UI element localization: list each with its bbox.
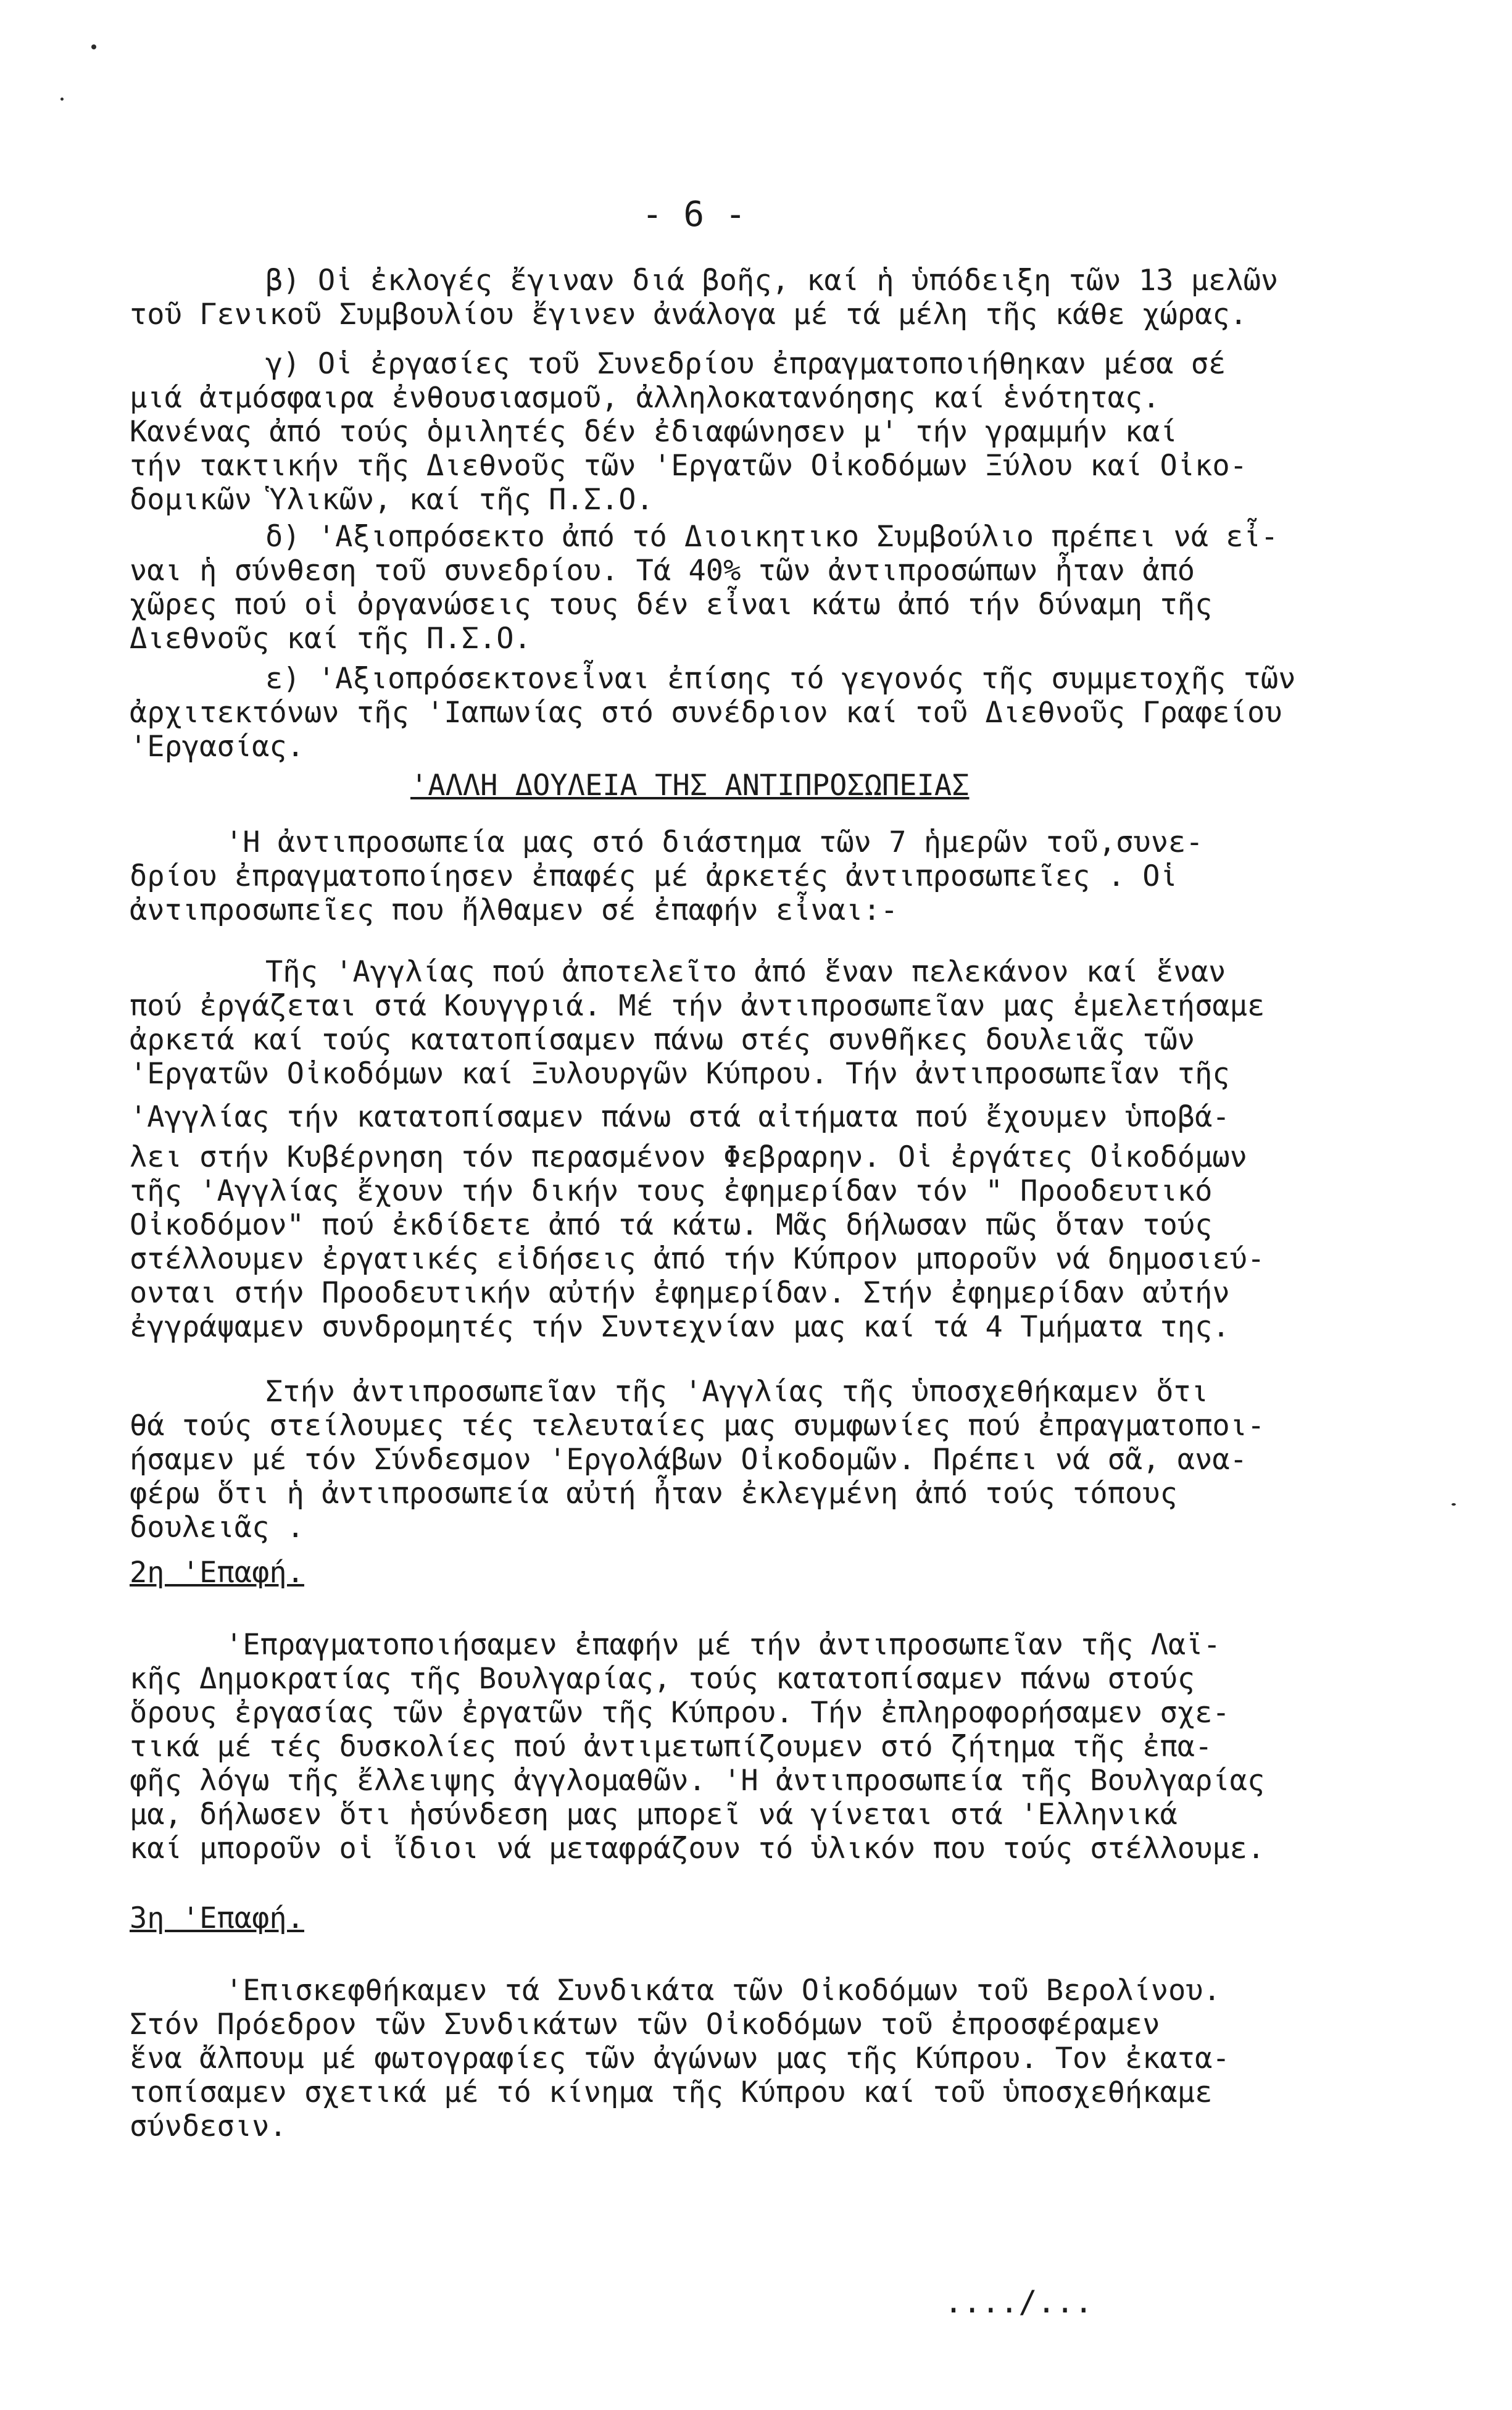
text-line: στέλλουμεν ἐργατικές εἰδήσεις ἀπό τήν Κύπρον μποροῦν νά δημοσιεύ- (130, 1242, 1265, 1276)
text-line: 'Επραγματοποιήσαμεν ἐπαφήν μέ τήν ἀντιπροσωπεῖαν τῆς Λαϊ- (225, 1628, 1221, 1662)
text-line: τοῦ Γενικοῦ Συμβουλίου ἔγινεν ἀνάλογα μέ τά μέλη τῆς κάθε χώρας. (130, 298, 1247, 331)
continuation-mark: ..../... (944, 2284, 1093, 2320)
contact-3-heading: 3η 'Επαφή. (130, 1901, 304, 1935)
text-line: ήσαμεν μέ τόν Σύνδεσμον 'Εργολάβων Οἰκοδομῶν. Πρέπει νά σᾶ, ανα- (130, 1443, 1247, 1477)
text-line: γ) Οἱ ἐργασίες τοῦ Συνεδρίου ἐπραγματοποιήθηκαν μέσα σέ (265, 347, 1226, 381)
text-line: 'Επισκεφθήκαμεν τά Συνδικάτα τῶν Οἰκοδόμων τοῦ Βερολίνου. (225, 1974, 1221, 2008)
text-line: Οἰκοδόμον" πού ἐκδίδετε ἀπό τά κάτω. Μᾶς δήλωσαν πῶς ὅταν τούς (130, 1208, 1213, 1242)
text-line: Τῆς 'Αγγλίας πού ἀποτελεῖτο ἀπό ἕναν πελεκάνον καί ἕναν (265, 955, 1226, 989)
text-line: τοπίσαμεν σχετικά μέ τό κίνημα τῆς Κύπρου καί τοῦ ὑποσχεθήκαμε (130, 2075, 1213, 2109)
text-line: Στόν Πρόεδρον τῶν Συνδικάτων τῶν Οἰκοδόμων τοῦ ἐπροσφέραμεν (130, 2008, 1160, 2041)
text-line: ἀρχιτεκτόνων τῆς 'Ιαπωνίας στό συνέδριον καί τοῦ Διεθνοῦς Γραφείου (130, 696, 1282, 730)
text-line: φέρω ὅτι ἡ ἀντιπροσωπεία αὐτή ἦταν ἐκλεγμένη ἀπό τούς τόπους (130, 1477, 1178, 1511)
section-heading: 'ΑΛΛΗ ΔΟΥΛΕΙΑ ΤΗΣ ΑΝΤΙΠΡΟΣΩΠΕΙΑΣ (410, 769, 970, 803)
text-line: ἕνα ἄλπουμ μέ φωτογραφίες τῶν ἀγώνων μας τῆς Κύπρου. Τον ἐκατα- (130, 2041, 1230, 2075)
text-line: σύνδεσιν. (130, 2109, 287, 2143)
text-line: ἀντιπροσωπεῖες που ἤλθαμεν σέ ἐπαφήν εἶναι:- (130, 893, 899, 927)
page-number: - 6 - (642, 194, 746, 235)
text-line: Διεθνοῦς καί τῆς Π.Σ.Ο. (130, 622, 531, 656)
text-line: μιά ἀτμόσφαιρα ἐνθουσιασμοῦ, ἀλληλοκατανόησης καί ἑνότητας. (130, 381, 1160, 415)
text-line: ὅρους ἐργασίας τῶν ἐργατῶν τῆς Κύπρου. Τήν ἐπληροφορήσαμεν σχε- (130, 1696, 1230, 1730)
text-line: δουλειᾶς . (130, 1511, 304, 1545)
scan-speck (1452, 1503, 1456, 1506)
text-line: ναι ἡ σύνθεση τοῦ συνεδρίου. Τά 40% τῶν ἀντιπροσώπων ἦταν ἀπό (130, 554, 1195, 588)
text-line: 'Εργασίας. (130, 730, 304, 764)
text-line: καί μποροῦν οἱ ἴδιοι νά μεταφράζουν τό ὑλικόν που τούς στέλλουμε. (130, 1832, 1265, 1866)
text-line: τῆς 'Αγγλίας ἔχουν τήν δικήν τους ἐφημερίδαν τόν " Προοδευτικό (130, 1174, 1213, 1208)
text-line: λει στήν Κυβέρνηση τόν περασμένον Φεβραρην. Οἱ ἐργάτες Οἰκοδόμων (130, 1140, 1247, 1174)
text-line: ἀρκετά καί τούς κατατοπίσαμεν πάνω στές συνθῆκες δουλειᾶς τῶν (130, 1023, 1195, 1057)
text-line: ἐγγράψαμεν συνδρομητές τήν Συντεχνίαν μας καί τά 4 Τμήματα της. (130, 1310, 1230, 1344)
text-line: μα, δήλωσεν ὅτι ἡσύνδεση μας μπορεῖ νά γίνεται στά 'Ελληνικά (130, 1798, 1178, 1832)
text-line: δομικῶν Ὑλικῶν, καί τῆς Π.Σ.Ο. (130, 483, 654, 517)
text-line: 'Αγγλίας τήν κατατοπίσαμεν πάνω στά αἰτήματα πού ἔχουμεν ὑποβά- (130, 1100, 1230, 1134)
text-line: πού ἐργάζεται στά Κουγγριά. Μέ τήν ἀντιπροσωπεῖαν μας ἐμελετήσαμε (130, 989, 1265, 1023)
text-line: χῶρες πού οἱ ὀργανώσεις τους δέν εἶναι κάτω ἀπό τήν δύναμη τῆς (130, 588, 1213, 622)
text-line: Στήν ἀντιπροσωπεῖαν τῆς 'Αγγλίας τῆς ὑποσχεθήκαμεν ὅτι (265, 1375, 1209, 1409)
text-line: θά τούς στείλουμες τές τελευταίες μας συμφωνίες πού ἐπραγματοποι- (130, 1409, 1265, 1443)
text-line: δ) 'Αξιοπρόσεκτο ἀπό τό Διοικητικο Συμβούλιο πρέπει νά εἶ- (265, 520, 1279, 554)
scan-speck (60, 98, 64, 101)
text-line: φῆς λόγω τῆς ἔλλειψης ἀγγλομαθῶν. 'Η ἀντιπροσωπεία τῆς Βουλγαρίας (130, 1764, 1265, 1798)
text-line: 'Εργατῶν Οἰκοδόμων καί Ξυλουργῶν Κύπρου. Τήν ἀντιπροσωπεῖαν τῆς (130, 1057, 1230, 1091)
text-line: ονται στήν Προοδευτικήν αὐτήν ἐφημερίδαν. Στήν ἐφημερίδαν αὐτήν (130, 1276, 1230, 1310)
text-line: ε) 'Αξιοπρόσεκτονεἶναι ἐπίσης τό γεγονός τῆς συμμετοχῆς τῶν (265, 662, 1296, 696)
text-line: δρίου ἐπραγματοποίησεν ἐπαφές μέ ἀρκετές ἀντιπροσωπεῖες . Οἱ (130, 859, 1178, 893)
text-line: β) Οἱ ἐκλογές ἔγιναν διά βοῆς, καί ἡ ὑπόδειξη τῶν 13 μελῶν (265, 264, 1279, 298)
text-line: τήν τακτικήν τῆς Διεθνοῦς τῶν 'Εργατῶν Οἰκοδόμων Ξύλου καί Οἰκο- (130, 449, 1247, 483)
text-line: κῆς Δημοκρατίας τῆς Βουλγαρίας, τούς κατατοπίσαμεν πάνω στούς (130, 1662, 1195, 1696)
contact-2-heading: 2η 'Επαφή. (130, 1556, 304, 1590)
text-line: Κανένας ἀπό τούς ὁμιλητές δέν ἐδιαφώνησεν μ' τήν γραμμήν καί (130, 415, 1178, 449)
text-line: 'Η ἀντιπροσωπεία μας στό διάστημα τῶν 7 ἡμερῶν τοῦ,συνε- (225, 825, 1203, 859)
scan-speck (91, 44, 96, 49)
text-line: τικά μέ τές δυσκολίες πού ἀντιμετωπίζουμεν στό ζήτημα τῆς ἐπα- (130, 1730, 1213, 1764)
